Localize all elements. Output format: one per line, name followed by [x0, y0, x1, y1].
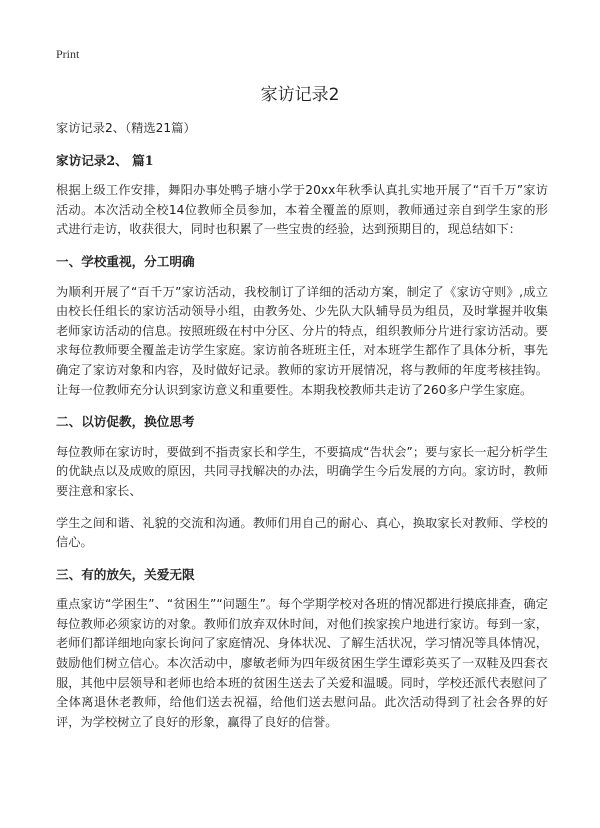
section-heading-3: 三、有的放矢，关爱无限 [56, 566, 195, 582]
section-1-paragraph: 为顺利开展了“百千万”家访活动，我校制订了详细的活动方案，制定了《家访守则》,成立由校长任组长的家访活动领导小组，由教务处、少先队大队辅导员为组员，及时掌握并收集老师家访活动的信息。按照班级在村中分区、分片的特点，组织教师分片进行家访活动。要求每位教师要全覆盖走访学生家庭。家访前各班班主任，对本班学生都作了具体分析，事先确定了家访对象和内容，及时做好记录。教师的家访开展情况，将与教师的年度考核挂钩。让每一位教师充分认识到家访意义和重要性。本期我校教师共走访了260多户学生家庭。 [56, 284, 548, 397]
document-subtitle: 家访记录2、（精选21篇） [56, 121, 196, 135]
section-heading-1: 一、学校重视，分工明确 [56, 253, 195, 269]
section-3-paragraph: 重点家访“学困生”、“贫困生”“问题生”。每个学期学校对各班的情况都进行摸底排查，确定每位教师必须家访的对象。教师们放弃双休时间，对他们挨家挨户地进行家访。每到一家，老师们都详细地向家长询问了家庭情况、身体状况、了解生活状况，学习情况等具体情况，鼓励他们树立信心。本次活动中，廖敏老师为四年级贫困生学生谭彩英买了一双鞋及四套衣服，其他中层领导和老师也给本班的贫困生送去了关爱和温暖。同时，学校还派代表慰问了全体离退休老教师，给他们送去祝福，给他们送去慰问品。此次活动得到了社会各界的好评，为学校树立了良好的形象，赢得了良好的信誉。 [56, 597, 548, 729]
section-2-paragraph-1: 每位教师在家访时，要做到不指责家长和学生，不要搞成“告状会”；要与家长一起分析学生的优缺点以及成败的原因，共同寻找解决的办法，明确学生今后发展的方向。家访时，教师要注意和家长、 [56, 444, 548, 498]
document-title: 家访记录2 [260, 85, 340, 105]
article-title: 家访记录2、 篇1 [56, 152, 154, 168]
intro-paragraph: 根据上级工作安排，舞阳办事处鸭子塘小学于20xx年秋季认真扎实地开展了“百千万”家访活动。本次活动全校14位教师全员参加，本着全覆盖的原则，教师通过亲自到学生家的形式进行走访，收获很大，同时也积累了一些宝贵的经验，达到预期目的，现总结如下： [56, 183, 548, 237]
document-body [56, 119, 548, 744]
section-heading-2: 二、以访促教，换位思考 [56, 414, 195, 430]
section-2-paragraph-2: 学生之间和谐、礼貌的交流和沟通。教师们用自己的耐心、真心，换取家长对教师、学校的信心。 [56, 515, 548, 550]
print-link[interactable]: Print [56, 47, 80, 61]
